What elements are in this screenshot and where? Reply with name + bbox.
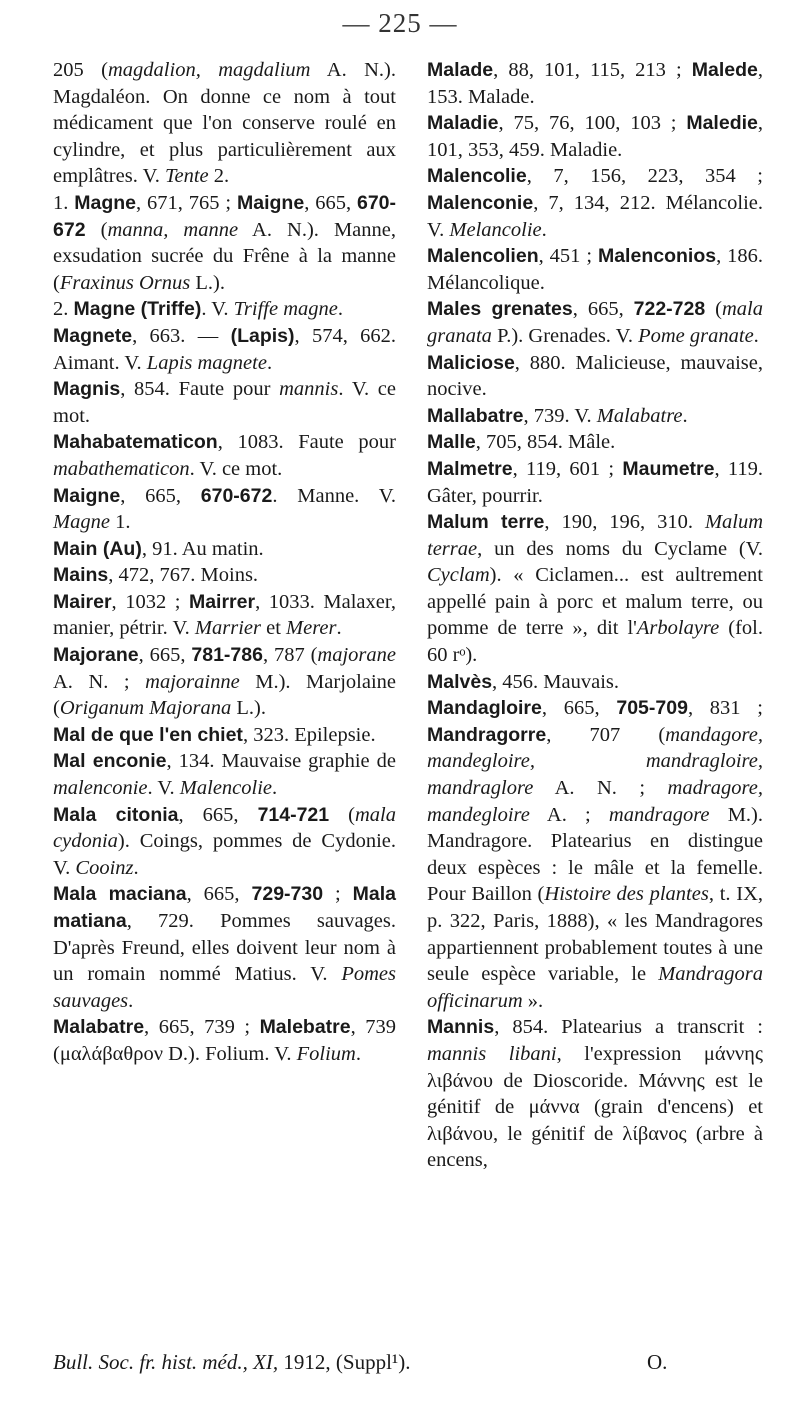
entry-text: , 75, 76, 100, 103 ; (498, 112, 687, 135)
entry-headword: 722-728 (633, 298, 706, 321)
entry-text: ). Coings, pommes de Cydonie. V. (53, 830, 396, 879)
entry-text: , 665, 739 ; (144, 1016, 260, 1039)
entry-text: et (260, 617, 287, 640)
entry-headword: 714-721 (257, 803, 330, 826)
entry-headword: Mala matiana (53, 883, 396, 932)
entry-text: L.). (231, 697, 266, 720)
entry-headword: Maigne (53, 484, 121, 507)
entry-text: , un des noms du Cyclame (V. (477, 537, 763, 560)
entry-italic-text: majorainne (145, 670, 240, 693)
entry-italic-text: madragore, mandegloire (427, 777, 763, 826)
dictionary-entry (427, 403, 763, 430)
entry-headword: Malum terre (427, 511, 545, 534)
entry-text: . V. (147, 777, 180, 800)
entry-text: , 7, 134, 212. Mélancolie. V. (427, 191, 763, 241)
entry-italic-text: mala cydonia (53, 803, 396, 853)
entry-text: ( (705, 298, 722, 321)
entry-text: . (355, 1042, 361, 1065)
page-footer (53, 1350, 753, 1375)
entry-italic-text: Histoire des plantes (544, 883, 709, 906)
entry-italic-text: Melancolie (449, 218, 542, 241)
entry-text: , 854. Faute pour (120, 378, 280, 401)
page-number: — 225 — (342, 8, 458, 38)
entry-text: . (128, 989, 134, 1012)
entry-italic-text: manna, manne (107, 218, 239, 241)
entry-italic-text: Fraxinus Ornus (59, 271, 191, 294)
entry-italic-text: Merer (286, 617, 337, 640)
entry-text: , 665, (572, 298, 634, 321)
footer-signature: O. (647, 1350, 668, 1374)
entry-text: ». (522, 989, 544, 1012)
entry-italic-text: Arbolayre (636, 617, 720, 640)
entry-italic-text: Malencolie (179, 777, 273, 800)
entry-text: L.). (190, 271, 225, 294)
entry-headword: Mandragorre (427, 723, 547, 746)
dictionary-entry (427, 57, 763, 110)
dictionary-entry (427, 243, 763, 296)
dictionary-entry (53, 881, 396, 1014)
entry-text: , 665, (120, 484, 201, 507)
entry-italic-text: majorane (317, 644, 396, 667)
entry-italic-text: Tente (164, 165, 209, 188)
entry-text: , 671, 765 ; (136, 191, 238, 214)
entry-text: , 451 ; (538, 245, 598, 268)
entry-text: , 665, (304, 191, 357, 214)
entry-italic-text: Marrier (194, 617, 261, 640)
entry-text: , 831 ; (687, 697, 764, 720)
entry-headword: Malencolien (427, 245, 539, 268)
entry-headword: Magnete (53, 324, 133, 347)
dictionary-entry (53, 802, 396, 882)
dictionary-entry (53, 562, 396, 589)
entry-text: , 91. Au matin. (141, 537, 264, 560)
entry-text: , 854. Platearius a transcrit : (494, 1016, 763, 1039)
entry-italic-text: Lapis magnete (146, 351, 267, 374)
entry-headword: Mairer (53, 590, 112, 613)
entry-italic-text: mandragore (608, 803, 710, 826)
entry-headword: Maigne (237, 191, 305, 214)
entry-text: . (133, 856, 139, 879)
entry-headword: 670-672 (53, 191, 397, 241)
entry-headword: Mairrer (188, 590, 256, 613)
entry-headword: Mallabatre (427, 404, 524, 427)
entry-italic-text: Mandragora officinarum (427, 963, 763, 1012)
dictionary-entry (53, 1014, 396, 1067)
entry-headword: Magne (74, 191, 137, 214)
entry-text: . (337, 298, 343, 321)
entry-text: A. N.). Manne, exsudation sucrée du Frêne à la manne ( (53, 218, 397, 294)
entry-headword: 729-730 (251, 883, 324, 906)
right-column (427, 57, 763, 1174)
entry-text: , 1083. Faute pour (217, 431, 396, 454)
entry-text: 205 ( (53, 59, 108, 81)
entry-text: , 153. Malade. (427, 59, 763, 108)
entry-italic-text: Folium (296, 1042, 356, 1065)
entry-headword: Mala citonia (53, 803, 179, 826)
entry-headword: Mains (53, 564, 109, 587)
left-column (53, 57, 396, 1068)
dictionary-entry (53, 748, 396, 801)
entry-text: , 574, 662. Aimant. V. (53, 324, 397, 374)
entry-headword: Mal de que l'en chiet (53, 723, 243, 746)
entry-text: , t. IX, p. 322, Paris, 1888), « les Mandragores appartiennent probablement toutes à une seule espèce variable, le (427, 883, 764, 986)
entry-headword: Mal enconie (53, 750, 167, 773)
entry-text: . (336, 617, 342, 640)
entry-text: , 880. Malicieuse, mauvaise, nocive. (427, 351, 763, 401)
entry-italic-text: malenconie (53, 777, 148, 800)
entry-text: 2. (53, 298, 74, 321)
entry-text: , 101, 353, 459. Maladie. (427, 112, 763, 161)
entry-text: , 739. V. (523, 404, 597, 427)
entry-italic-text: magdalion, magdalium (108, 59, 311, 81)
entry-text: , 1032 ; (111, 590, 189, 613)
entry-italic-text: Magne (53, 511, 110, 534)
entry-headword: Mahabatematicon (53, 431, 218, 454)
entry-italic-text: mannis (279, 378, 339, 401)
entry-headword: Mannis (427, 1016, 495, 1039)
entry-text: ; (323, 883, 353, 906)
entry-headword: Maladie (427, 112, 499, 135)
entry-text: , l'expression μάννης λιβάνου de Dioscoride. Μάννης est le génitif de μάννα (grain d'encens) et λιβάνου, le génitif de λίβανος (arbre à encens, (427, 1042, 763, 1172)
entry-italic-text: Cooinz (75, 856, 134, 879)
entry-headword: Mandagloire (427, 697, 542, 720)
entry-headword: Mala maciana (53, 883, 187, 906)
entry-headword: Maliciose (427, 351, 515, 374)
entry-italic-text: Malabatre (596, 404, 683, 427)
entry-text: M.). Marjolaine ( (53, 670, 396, 720)
entry-headword: Malenconios (597, 245, 717, 268)
dictionary-entry (427, 509, 763, 669)
entry-text: , 665, (138, 644, 192, 667)
entry-text: P.). Grenades. V. (491, 324, 639, 347)
entry-headword: Malmetre (427, 457, 513, 480)
entry-text: , 665, (178, 803, 258, 826)
entry-text: . (753, 324, 759, 347)
entry-text: , 665, (541, 697, 617, 720)
entry-text: 1. (109, 511, 131, 534)
dictionary-entry (427, 695, 763, 1014)
entry-text: , 7, 156, 223, 354 ; (526, 165, 763, 188)
entry-text: , 787 ( (262, 644, 318, 667)
entry-text: , 190, 196, 310. (544, 511, 705, 534)
entry-italic-text: mabathematicon (53, 457, 190, 480)
entry-text: 1. (53, 191, 75, 214)
dictionary-entry (53, 589, 396, 642)
entry-text: , 665, (186, 883, 252, 906)
entry-italic-text: mandagore, mandegloire, mandragloire, mandraglore (427, 723, 763, 800)
entry-text: A. N. ; (533, 777, 668, 800)
dictionary-entry (53, 190, 396, 296)
entry-text: , 739 (μαλάβαθρον D.). Folium. V. (53, 1016, 396, 1065)
dictionary-entry (427, 669, 763, 696)
entry-text: . (541, 218, 547, 241)
dictionary-entry (53, 57, 396, 190)
entry-headword: Maledie (686, 112, 758, 135)
entry-text: , 472, 767. Moins. (108, 564, 259, 587)
dictionary-entry (427, 1014, 763, 1174)
entry-text: , 729. Pommes sauvages. D'après Freund, elles doivent leur nom à un romain nommé Matius. V. (53, 910, 396, 986)
entry-text: . V. (201, 298, 234, 321)
entry-headword: Malede (691, 59, 758, 81)
entry-text: ( (85, 218, 108, 241)
entry-italic-text: Malum terrae (427, 511, 764, 560)
dictionary-entry (427, 429, 763, 456)
entry-text: A. N. ; (53, 670, 146, 693)
entry-text: (fol. 60 rᵒ). (427, 617, 763, 667)
dictionary-entry (427, 163, 763, 243)
entry-text: , 705, 854. Mâle. (475, 431, 616, 454)
entry-text: ( (329, 803, 355, 826)
entry-text: M.). Mandragore. Platearius en distingue deux espèces : le mâle et la femelle. Pour Baillon ( (427, 803, 763, 906)
entry-headword: Males grenates (427, 298, 573, 321)
entry-text: , 707 ( (546, 723, 666, 746)
entry-headword: Malade (427, 59, 494, 81)
entry-text: , 186. Mélancolique. (427, 245, 763, 294)
entry-headword: Majorane (53, 644, 139, 667)
entry-text: . Manne. V. (272, 484, 397, 507)
entry-italic-text: Cyclam (427, 564, 490, 587)
dictionary-entry (427, 296, 763, 349)
entry-headword: Malabatre (53, 1016, 145, 1039)
entry-italic-text: Origanum Majorana (59, 697, 232, 720)
dictionary-entry (53, 642, 396, 722)
entry-text: . (266, 351, 273, 374)
entry-headword: Malle (427, 431, 476, 454)
entry-headword: Malebatre (259, 1016, 351, 1039)
entry-headword: (Lapis) (230, 324, 295, 347)
footer-citation: Bull. Soc. fr. hist. méd., XI, (53, 1350, 279, 1374)
entry-text: . V. ce mot. (189, 457, 283, 480)
entry-text: , 1033. Malaxer, manier, pétrir. V. (53, 590, 396, 640)
entry-text: , 134. Mauvaise graphie de (166, 750, 396, 773)
entry-headword: Main (Au) (53, 537, 142, 560)
entry-italic-text: Triffe magne (233, 298, 338, 321)
entry-italic-text: mala granata (427, 298, 763, 347)
dictionary-entry (53, 536, 396, 563)
entry-italic-text: Pome granate (638, 324, 754, 347)
entry-text: . V. ce mot. (53, 378, 396, 427)
dictionary-entry (53, 323, 396, 376)
entry-text: , 323. Epilepsie. (242, 723, 376, 746)
dictionary-entry (427, 350, 763, 403)
entry-text: . (272, 777, 278, 800)
dictionary-entry (53, 722, 396, 749)
dictionary-entry (53, 296, 396, 323)
entry-text: A. N.). Magdaléon. On donne ce nom à tout médicament que l'on conserve roulé en cylindre, et plus particulièrement aux emplâtres. V. (53, 59, 397, 188)
entry-headword: Magnis (53, 378, 121, 401)
dictionary-entry (53, 429, 396, 482)
entry-text: ). « Ciclamen... est aultrement appellé pain à porc et malum terre, ou pomme de terre », dit l' (427, 564, 763, 640)
entry-text: , 456. Mauvais. (492, 670, 620, 693)
entry-italic-text: mannis libani (427, 1042, 557, 1065)
entry-headword: 705-709 (616, 697, 688, 720)
entry-text: , 663. — (132, 324, 231, 347)
dictionary-entry (53, 483, 396, 536)
dictionary-entry (427, 110, 763, 163)
entry-text: A. ; (529, 803, 609, 826)
entry-italic-text: Pomes sauvages (53, 963, 396, 1012)
entry-text: , 119. Gâter, pourrir. (427, 457, 764, 507)
entry-headword: Magne (Triffe) (73, 298, 202, 321)
entry-text: . (682, 404, 688, 427)
entry-headword: 670-672 (200, 484, 273, 507)
entry-headword: Malvès (427, 670, 493, 693)
entry-headword: Malencolie (427, 165, 527, 188)
entry-text: , 119, 601 ; (512, 457, 623, 480)
entry-text: 2. (208, 165, 230, 188)
dictionary-entry (427, 456, 763, 509)
entry-headword: Malenconie (427, 191, 534, 214)
entry-text: , 88, 101, 115, 213 ; (493, 59, 692, 81)
footer-year: 1912, (Suppl¹). (283, 1350, 411, 1374)
entry-headword: 781-786 (191, 644, 263, 667)
entry-headword: Maumetre (622, 457, 715, 480)
dictionary-entry (53, 376, 396, 429)
